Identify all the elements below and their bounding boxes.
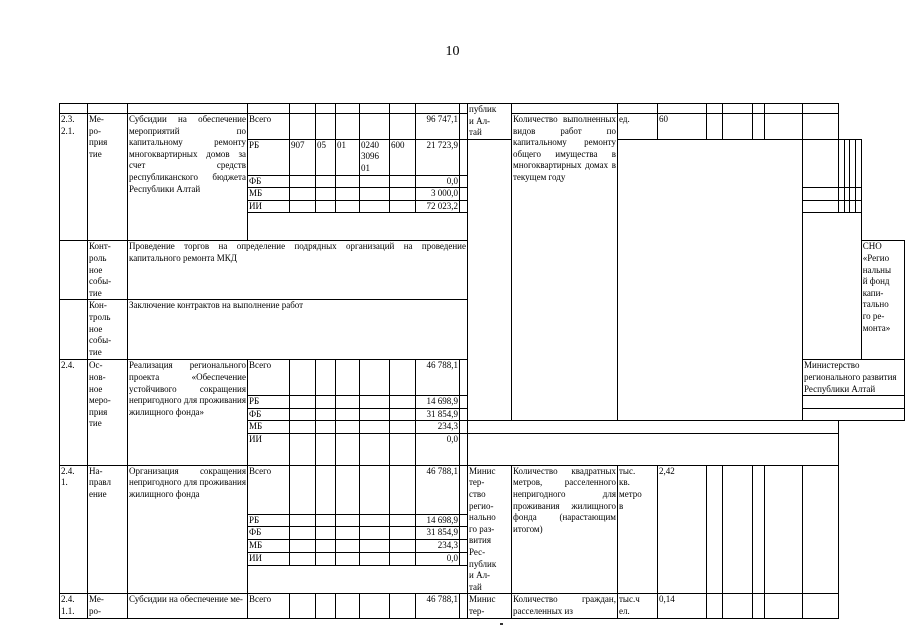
row-kind: Ме- ро- прия тие: [89, 114, 108, 159]
control-event-text: Проведение торгов на определение подрядных организаций на проведение капитального ремонта МКД: [129, 241, 466, 263]
target-value: 0,14: [659, 594, 675, 605]
unit-cell: тыс.ч ел.: [619, 594, 640, 616]
executor-cell: Министерство регионального развития Республики Алтай: [804, 360, 897, 394]
indicator-cell: Количество выполненных видов работ по капитальному ремонту общего имущества в многоквартирных домах в текущем году: [513, 114, 616, 182]
amount-value: 96 747,1: [426, 114, 458, 124]
page-number: 10: [445, 44, 460, 59]
row-name: Организация сокращения непригодного для проживания жилищного фонда: [129, 465, 246, 500]
control-event-label: Кон- троль ное собы- тие: [89, 300, 112, 357]
funding-source: ФБ: [249, 527, 262, 538]
amount-value: 3 000,0: [431, 188, 458, 199]
funding-source: ФБ: [249, 175, 262, 186]
unit-cell: ед.: [619, 114, 630, 124]
row-name: Реализация регионального проекта «Обеспечение устойчивого сокращения непригодного для проживания жилищного фонда»: [129, 360, 246, 417]
budget-code: 05: [317, 139, 326, 150]
control-event-text: Заключение контрактов на выполнение работ: [129, 300, 304, 311]
funding-source: ИИ: [249, 433, 262, 444]
indicator-cell: Количество квадратных метров, расселенного непригодного для проживания жилищного фонда (нарастающим итогом): [513, 465, 616, 534]
target-value: 2,42: [659, 465, 675, 476]
scan-mark: [500, 623, 503, 625]
budget-code: 907: [291, 139, 305, 150]
amount-value: 14 698,9: [426, 514, 458, 525]
budget-code: 01: [337, 139, 346, 150]
row-name: Субсидии на обеспечение ме-: [129, 594, 243, 605]
amount-value: 46 788,1: [426, 594, 458, 605]
executor-cell: Минис тер- ство регио- нально го раз- вития Рес- публик и Ал- тай: [469, 465, 497, 592]
program-table: [59, 103, 905, 619]
amount-value: 31 854,9: [426, 527, 458, 538]
amount-value: 234,3: [437, 540, 458, 551]
executor-cell: Минис тер-: [469, 594, 496, 616]
row-code: 2.3. 2.1.: [61, 114, 75, 136]
row-code: 2.4.: [61, 360, 75, 371]
funding-source: ИИ: [249, 200, 262, 211]
table-row: [60, 594, 905, 618]
table-row: [60, 104, 905, 114]
amount-value: 31 854,9: [426, 408, 458, 419]
control-event-label: Конт- роль ное собы- тие: [89, 241, 112, 298]
row-kind: Ме- ро-: [89, 594, 104, 616]
row-code: 2.4. 1.1.: [61, 594, 75, 616]
amount-value: 234,3: [437, 421, 458, 432]
funding-source: РБ: [249, 139, 260, 150]
funding-source: Всего: [249, 360, 272, 371]
target-value: 60: [659, 114, 668, 124]
funding-source: ФБ: [249, 408, 262, 419]
executor-cell: СНО «Регио нальны й фонд капи- тально го ре- монта»: [862, 241, 892, 333]
budget-code: 0240 3096 01: [361, 139, 379, 173]
funding-source: Всего: [249, 465, 272, 476]
row-kind: Ос- нов- ное меро- прия тие: [89, 360, 111, 429]
funding-source: РБ: [249, 396, 260, 407]
budget-code: 600: [391, 139, 405, 150]
unit-cell: тыс. кв. метро в: [619, 465, 642, 511]
funding-source: МБ: [249, 421, 263, 432]
amount-value: 0,0: [446, 553, 458, 564]
funding-source: Всего: [249, 114, 272, 124]
funding-source: РБ: [249, 514, 260, 525]
amount-value: 0,0: [446, 433, 458, 444]
amount-value: 46 788,1: [426, 465, 458, 476]
amount-value: 46 788,1: [426, 360, 458, 371]
amount-value: 14 698,9: [426, 396, 458, 407]
row-code: 2.4. 1.: [61, 465, 75, 488]
table-row: [60, 465, 905, 514]
row-name: Субсидии на обеспечение мероприятий по капитальному ремонту многоквартирных домов за счет средств республиканского бюджета Республики Алтай: [129, 114, 246, 194]
executor-cell: публик и Ал- тай: [469, 104, 497, 138]
funding-source: МБ: [249, 188, 263, 199]
funding-source: МБ: [249, 540, 263, 551]
amount-value: 0,0: [446, 175, 458, 186]
funding-source: ИИ: [249, 553, 262, 564]
indicator-cell: Количество граждан, расселенных из: [513, 594, 616, 616]
funding-source: Всего: [249, 594, 272, 605]
row-kind: На- правл ение: [89, 465, 111, 500]
amount-value: 72 023,2: [426, 200, 458, 211]
amount-value: 21 723,9: [426, 139, 458, 150]
